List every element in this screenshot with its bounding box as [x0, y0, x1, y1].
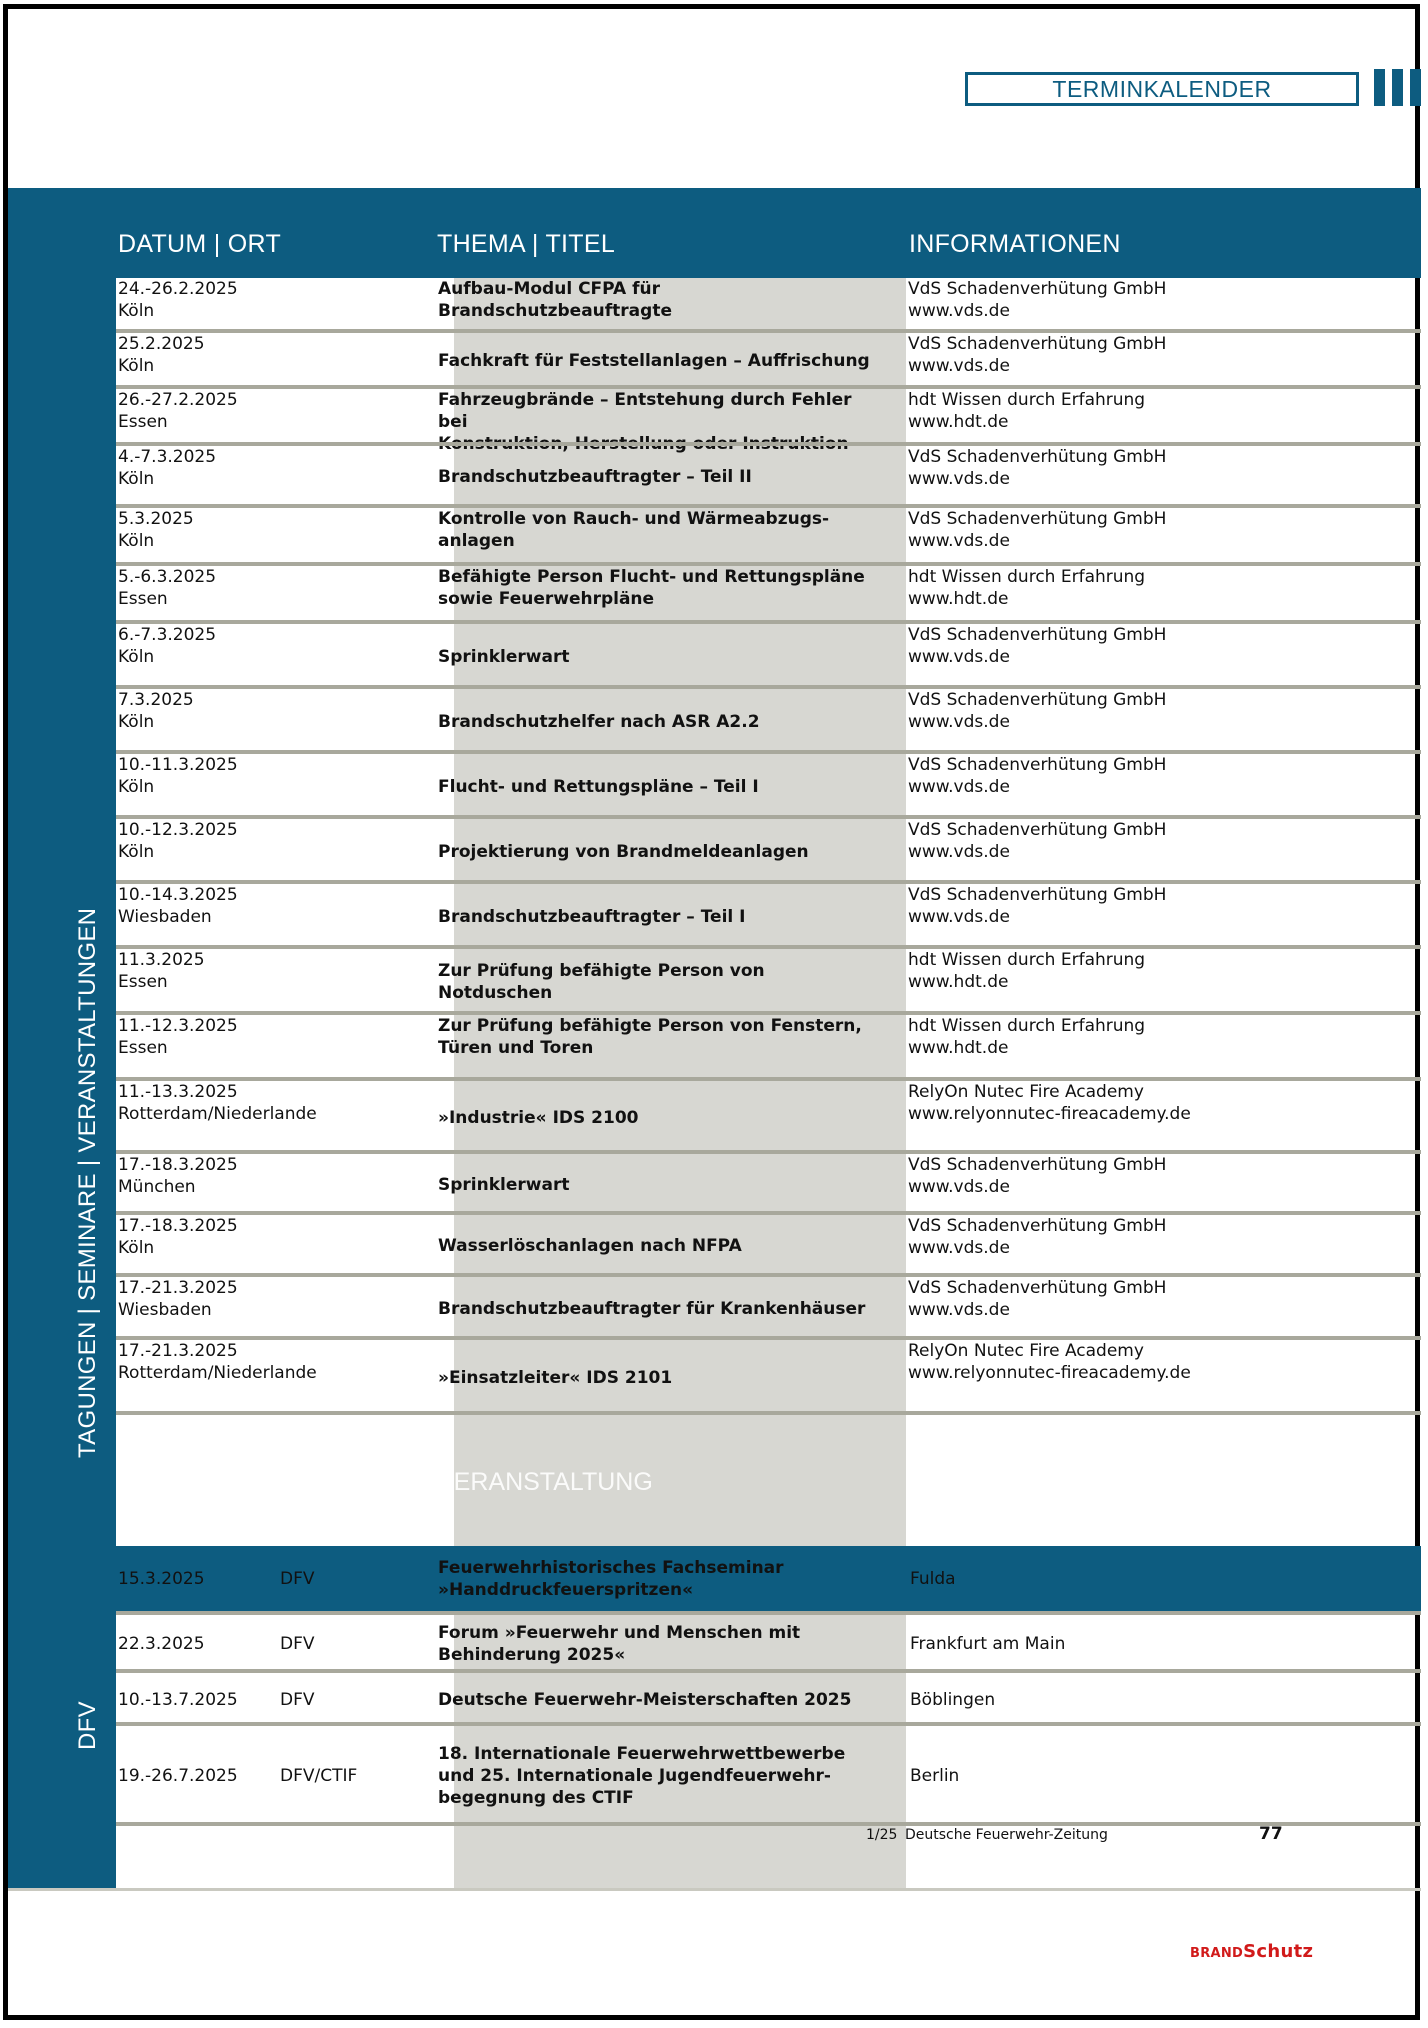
- event-link[interactable]: www.vds.de: [908, 1300, 1010, 1320]
- footer-issue: 1/25: [866, 1827, 898, 1843]
- event-title-line: Zur Prüfung befähigte Person von Notduschen: [438, 961, 765, 1003]
- event-date: 5.-6.3.2025: [118, 567, 217, 587]
- page-number: 77: [1259, 1824, 1283, 1844]
- event-title: [438, 841, 878, 863]
- event-date: 10.-12.3.2025: [118, 820, 238, 840]
- dfv-title-line: und 25. Internationale Jugendfeuerwehr-: [438, 1766, 831, 1786]
- event-title-line: Brandschutzbeauftragter für Krankenhäuser: [438, 1298, 866, 1319]
- event-title: [438, 1235, 878, 1257]
- event-row: [116, 446, 1421, 508]
- event-place: Köln: [118, 777, 155, 797]
- event-link[interactable]: www.vds.de: [908, 1177, 1010, 1197]
- event-place: Köln: [118, 301, 155, 321]
- event-place: Köln: [118, 531, 155, 551]
- event-date-place: [118, 689, 194, 733]
- event-date: 26.-27.2.2025: [118, 390, 238, 410]
- event-link[interactable]: www.hdt.de: [908, 972, 1009, 992]
- event-date: 11.3.2025: [118, 950, 205, 970]
- event-date-place: [118, 1277, 238, 1321]
- event-title-line: Zur Prüfung befähigte Person von Fenstern,: [438, 1016, 862, 1036]
- event-date: 6.-7.3.2025: [118, 625, 217, 645]
- col-header-info: INFORMATIONEN: [909, 230, 1121, 258]
- event-place: Essen: [118, 412, 168, 432]
- dfv-row: [116, 1615, 1421, 1673]
- event-row: [116, 508, 1421, 566]
- event-link[interactable]: www.vds.de: [908, 1238, 1010, 1258]
- col-header-topic: THEMA | TITEL: [437, 230, 616, 258]
- dfv-title-line: Deutsche Feuerwehr-Meisterschaften 2025: [438, 1689, 852, 1710]
- event-link[interactable]: www.relyonnutec-fireacademy.de: [908, 1363, 1191, 1383]
- dfv-row: [116, 1673, 1421, 1726]
- event-title: [438, 278, 878, 322]
- brand-logo-part: BRAND: [1190, 1946, 1244, 1961]
- event-title: [438, 508, 878, 552]
- dfv-place: Frankfurt am Main: [910, 1634, 1066, 1654]
- brand-logo-part: Schutz: [1243, 1941, 1314, 1962]
- event-link[interactable]: www.vds.de: [908, 777, 1010, 797]
- dfv-organizer: DFV/CTIF: [280, 1766, 358, 1786]
- event-info: [908, 508, 1166, 552]
- event-link[interactable]: www.hdt.de: [908, 589, 1009, 609]
- event-date: 5.3.2025: [118, 509, 194, 529]
- event-date-place: [118, 884, 238, 928]
- event-place: Köln: [118, 647, 155, 667]
- event-date-place: [118, 446, 216, 490]
- event-organizer: VdS Schadenverhütung GmbH: [908, 279, 1167, 299]
- event-info: [908, 446, 1166, 490]
- event-date: 24.-26.2.2025: [118, 279, 238, 299]
- dfv-title-line: Feuerwehrhistorisches Fachseminar: [438, 1558, 784, 1578]
- event-organizer: VdS Schadenverhütung GmbH: [908, 1155, 1167, 1175]
- event-organizer: VdS Schadenverhütung GmbH: [908, 690, 1167, 710]
- event-row: [116, 819, 1421, 884]
- event-title-line: Sprinklerwart: [438, 1174, 570, 1195]
- dfv-title: [438, 1557, 878, 1601]
- event-info: [908, 884, 1166, 928]
- event-title-line: Sprinklerwart: [438, 646, 570, 667]
- event-title-line: Aufbau-Modul CFPA für: [438, 279, 661, 299]
- event-title: [438, 1107, 878, 1129]
- event-organizer: VdS Schadenverhütung GmbH: [908, 334, 1167, 354]
- event-info: [908, 819, 1166, 863]
- event-row: [116, 1154, 1421, 1215]
- section-title: TERMINKALENDER: [965, 72, 1359, 106]
- dfv-date: 22.3.2025: [118, 1634, 205, 1654]
- dfv-organizer: DFV: [280, 1689, 315, 1710]
- dfv-date: 19.-26.7.2025: [118, 1766, 238, 1786]
- event-row: [116, 278, 1421, 333]
- event-title-line: »Einsatzleiter« IDS 2101: [438, 1367, 673, 1388]
- event-row: [116, 624, 1421, 689]
- row-separator: [116, 1822, 1421, 1826]
- event-place: Köln: [118, 356, 155, 376]
- event-place: Köln: [118, 842, 155, 862]
- dfv-place: Böblingen: [910, 1689, 996, 1710]
- event-row: [116, 1277, 1421, 1340]
- event-info: [908, 1340, 1191, 1384]
- dfv-title: [438, 1743, 878, 1809]
- event-date-place: [118, 278, 238, 322]
- event-title: [438, 646, 878, 668]
- event-date-place: [118, 819, 238, 863]
- event-title-line: »Industrie« IDS 2100: [438, 1107, 639, 1128]
- event-link[interactable]: www.vds.de: [908, 842, 1010, 862]
- event-organizer: VdS Schadenverhütung GmbH: [908, 625, 1167, 645]
- event-info: [908, 278, 1166, 322]
- event-info: [908, 1154, 1166, 1198]
- event-organizer: hdt Wissen durch Erfahrung: [908, 567, 1146, 587]
- event-organizer: hdt Wissen durch Erfahrung: [908, 390, 1146, 410]
- event-date-place: [118, 566, 216, 610]
- event-date: 10.-14.3.2025: [118, 885, 238, 905]
- event-title: [438, 566, 878, 610]
- event-date-place: [118, 1340, 317, 1384]
- event-info: [908, 689, 1166, 733]
- event-title-line: Kontrolle von Rauch- und Wärmeabzugs-: [438, 509, 830, 529]
- event-title: [438, 1367, 878, 1389]
- event-row: [116, 884, 1421, 949]
- event-row: [116, 1340, 1421, 1415]
- dfv-organizer: DFV: [280, 1634, 315, 1654]
- event-title-line: Projektierung von Brandmeldeanlagen: [438, 841, 809, 862]
- event-title: [438, 466, 878, 488]
- bottom-rule: [8, 1888, 1421, 1891]
- row-separator: [116, 1411, 1421, 1415]
- event-place: Essen: [118, 589, 168, 609]
- dfv-col-header-event: VERANSTALTUNG: [437, 1468, 653, 1496]
- dfv-title-line: Forum »Feuerwehr und Menschen mit: [438, 1623, 801, 1643]
- event-title: [438, 776, 878, 798]
- event-row: [116, 949, 1421, 1015]
- dfv-row: [116, 1726, 1421, 1826]
- dfv-date: 15.3.2025: [118, 1569, 205, 1589]
- event-link[interactable]: www.hdt.de: [908, 1038, 1009, 1058]
- event-info: [908, 754, 1166, 798]
- dfv-organizer: DFV: [280, 1569, 315, 1589]
- dfv-title: [438, 1622, 878, 1666]
- dfv-title-line: begegnung des CTIF: [438, 1788, 634, 1808]
- event-title-line: Wasserlöschanlagen nach NFPA: [438, 1236, 742, 1256]
- event-date: 17.-21.3.2025: [118, 1278, 238, 1298]
- event-date: 25.2.2025: [118, 334, 205, 354]
- event-title-line: Brandschutzbeauftragter – Teil I: [438, 906, 746, 927]
- dfv-date: 10.-13.7.2025: [118, 1689, 238, 1710]
- event-organizer: VdS Schadenverhütung GmbH: [908, 447, 1167, 467]
- dfv-title-line: 18. Internationale Feuerwehrwettbewerbe: [438, 1744, 846, 1764]
- event-link[interactable]: www.vds.de: [908, 907, 1010, 927]
- event-place: Köln: [118, 469, 155, 489]
- dfv-place: Berlin: [910, 1766, 960, 1786]
- event-date-place: [118, 1081, 317, 1125]
- event-title-line: Brandschutzbeauftragte: [438, 301, 672, 321]
- event-place: Wiesbaden: [118, 1300, 212, 1320]
- event-organizer: hdt Wissen durch Erfahrung: [908, 950, 1146, 970]
- event-link[interactable]: www.vds.de: [908, 301, 1010, 321]
- event-title: [438, 1298, 878, 1320]
- col-header-date-place: DATUM | ORT: [118, 230, 282, 258]
- event-place: Wiesbaden: [118, 907, 212, 927]
- event-title-line: Fahrzeugbrände – Entstehung durch Fehler bei: [438, 390, 852, 432]
- event-date: 17.-18.3.2025: [118, 1155, 238, 1175]
- event-row: [116, 1015, 1421, 1081]
- event-title-line: Fachkraft für Feststellanlagen – Auffrischung: [438, 351, 870, 371]
- event-link[interactable]: www.vds.de: [908, 356, 1010, 376]
- event-place: Rotterdam/Niederlande: [118, 1363, 317, 1383]
- event-title: [438, 906, 878, 928]
- dfv-title: [438, 1689, 878, 1711]
- event-date-place: [118, 508, 194, 552]
- event-date: 17.-21.3.2025: [118, 1341, 238, 1361]
- event-title-line: Flucht- und Rettungspläne – Teil I: [438, 776, 759, 797]
- event-place: Köln: [118, 712, 155, 732]
- event-date: 7.3.2025: [118, 690, 194, 710]
- event-title-line: sowie Feuerwehrpläne: [438, 589, 655, 609]
- event-row: [116, 689, 1421, 754]
- event-info: [908, 333, 1166, 377]
- event-organizer: VdS Schadenverhütung GmbH: [908, 1278, 1167, 1298]
- event-date-place: [118, 333, 205, 377]
- dfv-title-line: »Handdruckfeuerspritzen«: [438, 1580, 694, 1600]
- event-row: [116, 333, 1421, 389]
- event-date: 11.-12.3.2025: [118, 1016, 238, 1036]
- event-title-line: Türen und Toren: [438, 1038, 594, 1058]
- event-organizer: RelyOn Nutec Fire Academy: [908, 1341, 1144, 1361]
- event-info: [908, 1081, 1191, 1125]
- event-place: Rotterdam/Niederlande: [118, 1104, 317, 1124]
- event-title: [438, 711, 878, 733]
- event-info: [908, 389, 1145, 433]
- event-title: [438, 350, 878, 372]
- event-place: Essen: [118, 1038, 168, 1058]
- event-link[interactable]: www.vds.de: [908, 469, 1010, 489]
- event-organizer: RelyOn Nutec Fire Academy: [908, 1082, 1144, 1102]
- event-title-line: anlagen: [438, 531, 515, 551]
- event-organizer: VdS Schadenverhütung GmbH: [908, 820, 1167, 840]
- event-place: Essen: [118, 972, 168, 992]
- event-title-line: Brandschutzhelfer nach ASR A2.2: [438, 711, 760, 732]
- event-place: München: [118, 1177, 196, 1197]
- event-title: [438, 960, 878, 1004]
- side-label-events: TAGUNGEN | SEMINARE | VERANSTALTUNGEN: [74, 907, 101, 1458]
- event-info: [908, 1015, 1145, 1059]
- event-info: [908, 624, 1166, 668]
- event-organizer: VdS Schadenverhütung GmbH: [908, 755, 1167, 775]
- event-date-place: [118, 1215, 238, 1259]
- dfv-place: Fulda: [910, 1569, 956, 1589]
- event-organizer: hdt Wissen durch Erfahrung: [908, 1016, 1146, 1036]
- event-link[interactable]: www.vds.de: [908, 712, 1010, 732]
- event-organizer: VdS Schadenverhütung GmbH: [908, 509, 1167, 529]
- event-row: [116, 566, 1421, 624]
- event-info: [908, 1277, 1166, 1321]
- event-link[interactable]: www.vds.de: [908, 647, 1010, 667]
- event-place: Köln: [118, 1238, 155, 1258]
- event-date-place: [118, 389, 238, 433]
- event-title: [438, 1015, 878, 1059]
- event-date-place: [118, 1015, 238, 1059]
- event-date-place: [118, 624, 216, 668]
- event-date-place: [118, 754, 238, 798]
- event-date-place: [118, 949, 205, 993]
- event-date-place: [118, 1154, 238, 1198]
- footer-publication: Deutsche Feuerwehr-Zeitung: [905, 1827, 1108, 1843]
- event-row: [116, 1081, 1421, 1154]
- event-row: [116, 754, 1421, 819]
- event-info: [908, 1215, 1166, 1259]
- event-info: [908, 566, 1145, 610]
- event-title-line: Befähigte Person Flucht- und Rettungspläne: [438, 567, 865, 587]
- event-link[interactable]: www.vds.de: [908, 531, 1010, 551]
- header-bars-decoration: [1374, 69, 1421, 106]
- event-link[interactable]: www.relyonnutec-fireacademy.de: [908, 1104, 1191, 1124]
- dfv-row: [116, 1543, 1421, 1615]
- event-info: [908, 949, 1145, 993]
- event-title: [438, 1174, 878, 1196]
- dfv-title-line: Behinderung 2025«: [438, 1645, 626, 1665]
- brand-logo: [1190, 1941, 1313, 1962]
- event-row: [116, 1215, 1421, 1277]
- event-date: 10.-11.3.2025: [118, 755, 238, 775]
- event-organizer: VdS Schadenverhütung GmbH: [908, 1216, 1167, 1236]
- event-organizer: VdS Schadenverhütung GmbH: [908, 885, 1167, 905]
- event-link[interactable]: www.hdt.de: [908, 412, 1009, 432]
- event-date: 17.-18.3.2025: [118, 1216, 238, 1236]
- event-row: [116, 389, 1421, 446]
- event-date: 4.-7.3.2025: [118, 447, 217, 467]
- side-label-dfv: DFV: [74, 1701, 101, 1750]
- event-date: 11.-13.3.2025: [118, 1082, 238, 1102]
- event-title-line: Brandschutzbeauftragter – Teil II: [438, 467, 752, 487]
